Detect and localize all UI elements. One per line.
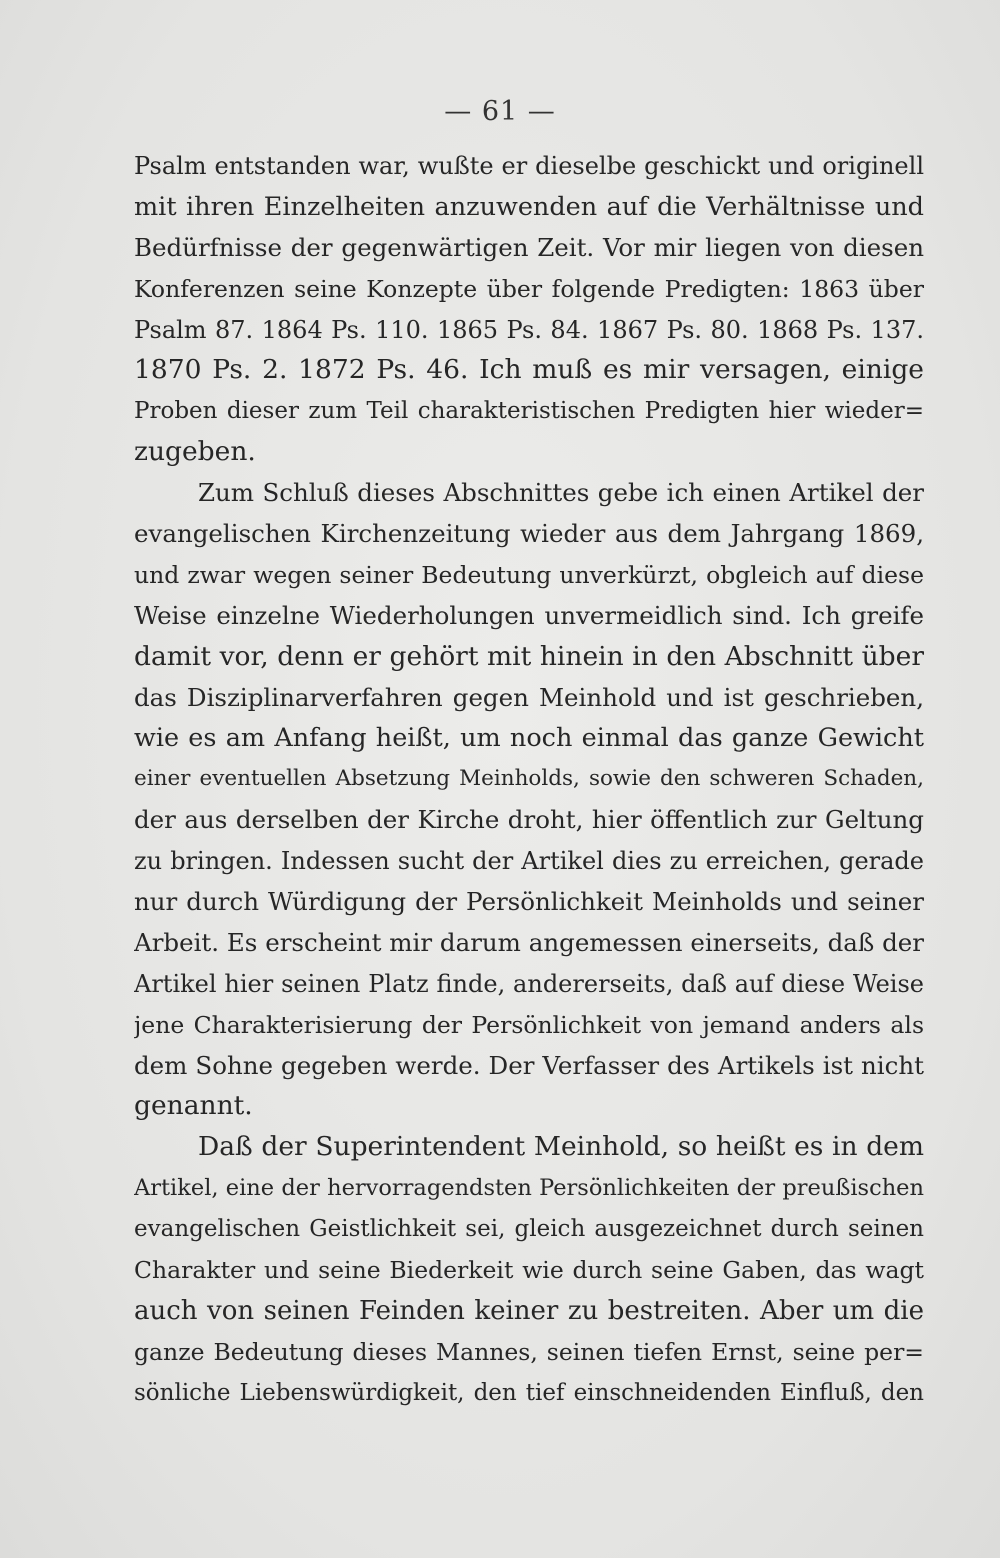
text-line: Artikel, eine der hervorragendsten Persönlichkeiten der preußischen (134, 1175, 924, 1202)
text-line: Psalm 87. 1864 Ps. 110. 1865 Ps. 84. 1867 Ps. 80. 1868 Ps. 137. (134, 315, 924, 344)
text-line: Arbeit. Es erscheint mir darum angemessen einerseits, daß der (134, 927, 924, 957)
text-line: sönliche Liebenswürdigkeit, den tief einschneidenden Einfluß, den (134, 1379, 924, 1406)
body-text (134, 146, 924, 1414)
text-line: evangelischen Kirchenzeitung wieder aus dem Jahrgang 1869, (134, 519, 924, 549)
page-number: — 61 — (444, 96, 556, 127)
text-line: Weise einzelne Wiederholungen unvermeidlich sind. Ich greife (134, 600, 924, 630)
text-line: nur durch Würdigung der Persönlichkeit Meinholds und seiner (134, 887, 924, 917)
text-line: das Disziplinarverfahren gegen Meinhold und ist geschrieben, (134, 682, 924, 712)
text-line: Artikel hier seinen Platz finde, andererseits, daß auf diese Weise (134, 969, 924, 998)
text-line: und zwar wegen seiner Bedeutung unverkürzt, obgleich auf diese (134, 560, 924, 589)
text-line: genannt. (134, 1090, 253, 1122)
text-line: Zum Schluß dieses Abschnittes gebe ich einen Artikel der (198, 478, 924, 508)
text-line: mit ihren Einzelheiten anzuwenden auf die Verhältnisse und (134, 191, 924, 222)
text-line: Konferenzen seine Konzepte über folgende Predigten: 1863 über (134, 274, 924, 303)
text-line: damit vor, denn er gehört mit hinein in den Abschnitt über (134, 640, 924, 672)
text-line: Bedürfnisse der gegenwärtigen Zeit. Vor mir liegen von diesen (134, 232, 924, 262)
text-line: der aus derselben der Kirche droht, hier öffentlich zur Geltung (134, 805, 924, 835)
text-line: zu bringen. Indessen sucht der Artikel dies zu erreichen, gerade (134, 847, 924, 876)
text-line: wie es am Anfang heißt, um noch einmal das ganze Gewicht (134, 723, 924, 754)
text-line: Daß der Superintendent Meinhold, so heißt es in dem (198, 1131, 924, 1163)
text-line: dem Sohne gegeben werde. Der Verfasser des Artikels ist nicht (134, 1050, 924, 1080)
text-line: evangelischen Geistlichkeit sei, gleich ausgezeichnet durch seinen (134, 1216, 924, 1243)
text-line: Psalm entstanden war, wußte er dieselbe geschickt und originell (134, 152, 924, 180)
text-line: 1870 Ps. 2. 1872 Ps. 46. Ich muß es mir versagen, einige (134, 354, 924, 386)
text-line: Charakter und seine Biederkeit wie durch seine Gaben, das wagt (134, 1256, 924, 1285)
text-line: jene Charakterisierung der Persönlichkeit von jemand anders als (134, 1010, 924, 1039)
text-line: auch von seinen Feinden keiner zu bestreiten. Aber um die (134, 1295, 924, 1326)
text-line: Proben dieser zum Teil charakteristischen Predigten hier wieder= (134, 398, 924, 425)
text-line: zugeben. (134, 436, 256, 468)
text-line: einer eventuellen Absetzung Meinholds, sowie den schweren Schaden, (134, 766, 924, 792)
text-line: ganze Bedeutung dieses Mannes, seinen tiefen Ernst, seine per= (134, 1337, 924, 1366)
